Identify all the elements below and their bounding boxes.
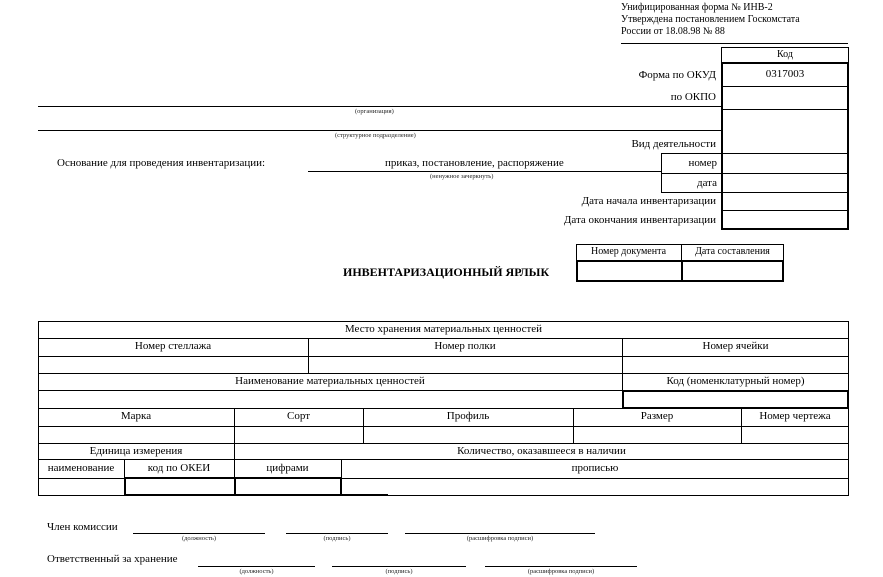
- doc-number-header: Номер документа: [590, 246, 667, 257]
- department-hint: (структурное подразделение): [335, 132, 416, 139]
- responsible-signature-line[interactable]: [332, 566, 466, 567]
- basis-line[interactable]: [308, 171, 661, 172]
- okei-digits-sep: [234, 478, 236, 495]
- okei-header: код по ОКЕИ: [147, 462, 211, 474]
- member-label: Член комиссии: [47, 521, 118, 533]
- table-hline-3: [38, 373, 849, 374]
- data-label: дата: [696, 177, 717, 189]
- code-sep-6: [722, 210, 848, 211]
- form-line-3: России от 18.08.98 № 88: [621, 26, 725, 37]
- code-sep-3: [722, 153, 848, 154]
- document-title: ИНВЕНТАРИЗАЦИОННЫЙ ЯРЛЫК: [343, 265, 550, 279]
- cell-header: Номер ячейки: [702, 340, 769, 352]
- okpo-label: по ОКПО: [670, 91, 716, 103]
- form-line-2: Утверждена постановлением Госкомстата: [621, 14, 800, 25]
- rack-header: Номер стеллажа: [134, 340, 212, 352]
- doc-value-sep: [681, 261, 683, 281]
- words-underline: [341, 494, 388, 496]
- member-position-hint: (должность): [181, 535, 217, 542]
- member-decode-hint: (расшифровка подписи): [466, 535, 534, 542]
- doc-value-box[interactable]: [576, 260, 784, 282]
- member-position-line[interactable]: [133, 533, 265, 534]
- profile-header: Профиль: [446, 410, 490, 422]
- code-value-box[interactable]: [622, 390, 849, 409]
- member-decode-line[interactable]: [405, 533, 595, 534]
- code-column-box: [721, 62, 849, 230]
- nomer-data-sep: [661, 173, 722, 174]
- member-signature-hint: (подпись): [323, 535, 351, 542]
- responsible-label: Ответственный за хранение: [47, 553, 178, 565]
- kod-label: Код: [777, 49, 793, 60]
- drawing-header: Номер чертежа: [759, 410, 831, 422]
- basis-label: Основание для проведения инвентаризации:: [57, 157, 266, 169]
- okud-value[interactable]: 0317003: [765, 68, 805, 80]
- unit-name-header: наименование: [47, 462, 115, 474]
- basis-value: приказ, постановление, распоряжение: [385, 157, 564, 169]
- table-hline-8: [38, 459, 849, 460]
- words-header: прописью: [571, 462, 619, 474]
- responsible-signature-hint: (подпись): [385, 568, 413, 575]
- header-underline: [621, 43, 848, 44]
- responsible-position-line[interactable]: [198, 566, 315, 567]
- shelf-header: Номер полки: [434, 340, 496, 352]
- grade-header: Сорт: [287, 410, 310, 422]
- responsible-decode-line[interactable]: [485, 566, 637, 567]
- okud-label: Форма по ОКУД: [638, 69, 716, 81]
- table-hline-1: [38, 338, 849, 339]
- name-header: Наименование материальных ценностей: [235, 375, 425, 387]
- basis-hint: (ненужное зачеркнуть): [430, 173, 494, 180]
- code-header: Код (номенклатурный номер): [666, 375, 805, 387]
- storage-header: Место хранения материальных ценностей: [344, 323, 543, 335]
- table-hline-6: [38, 426, 849, 427]
- doc-date-header: Дата составления: [695, 246, 770, 257]
- nomer-label: номер: [688, 157, 717, 169]
- code-sep-5: [722, 192, 848, 193]
- table-hline-2: [38, 356, 849, 357]
- quantity-header: Количество, оказавшееся в наличии: [457, 445, 626, 457]
- end-date-label: Дата окончания инвентаризации: [563, 214, 716, 226]
- department-line[interactable]: [38, 130, 721, 131]
- code-sep-4: [722, 173, 848, 174]
- responsible-position-hint: (должность): [239, 568, 274, 575]
- form-line-1: Унифицированная форма № ИНВ-2: [621, 2, 773, 13]
- table-hline-7: [38, 443, 849, 444]
- brand-header: Марка: [120, 410, 152, 422]
- code-sep-2: [722, 109, 848, 110]
- digits-header: цифрами: [266, 462, 309, 474]
- okei-digits-value-box[interactable]: [124, 477, 342, 496]
- responsible-decode-hint: (расшифровка подписи): [527, 568, 595, 575]
- unit-header: Единица измерения: [89, 445, 183, 457]
- member-signature-line[interactable]: [286, 533, 388, 534]
- code-sep-1: [722, 86, 848, 87]
- vid-label: Вид деятельности: [631, 138, 716, 150]
- size-header: Размер: [640, 410, 674, 422]
- organization-line[interactable]: [38, 106, 721, 107]
- start-date-label: Дата начала инвентаризации: [581, 195, 716, 207]
- organization-hint: (организация): [355, 108, 394, 115]
